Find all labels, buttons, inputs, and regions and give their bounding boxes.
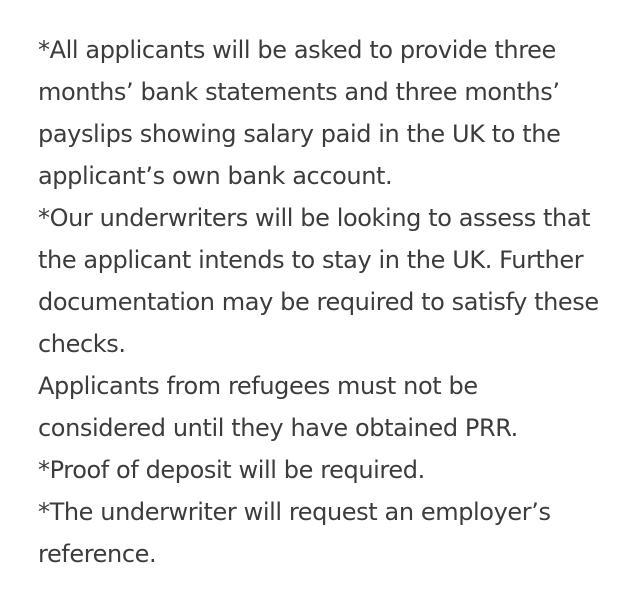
text-line: considered until they have obtained PRR. <box>38 414 518 442</box>
text-line: *The underwriter will request an employer’s <box>38 498 551 526</box>
text-line: *Proof of deposit will be required. <box>38 456 425 484</box>
text-line: *All applicants will be asked to provide three <box>38 36 556 64</box>
paragraph-employer-reference <box>38 491 608 575</box>
paragraph-underwriter-assessment <box>38 197 608 365</box>
text-line: payslips showing salary paid in the UK to the <box>38 120 561 148</box>
paragraph-refugee-applicants <box>38 365 608 449</box>
text-line: the applicant intends to stay in the UK. Further <box>38 246 584 274</box>
text-line: documentation may be required to satisfy these <box>38 288 599 316</box>
text-line: applicant’s own bank account. <box>38 162 393 190</box>
text-line: reference. <box>38 540 157 568</box>
document-body <box>38 29 608 575</box>
paragraph-proof-of-deposit <box>38 449 608 491</box>
text-line: checks. <box>38 330 126 358</box>
text-line: Applicants from refugees must not be <box>38 372 478 400</box>
text-line: *Our underwriters will be looking to assess that <box>38 204 591 232</box>
text-line: months’ bank statements and three months’ <box>38 78 560 106</box>
paragraph-bank-statements-payslips <box>38 29 608 197</box>
